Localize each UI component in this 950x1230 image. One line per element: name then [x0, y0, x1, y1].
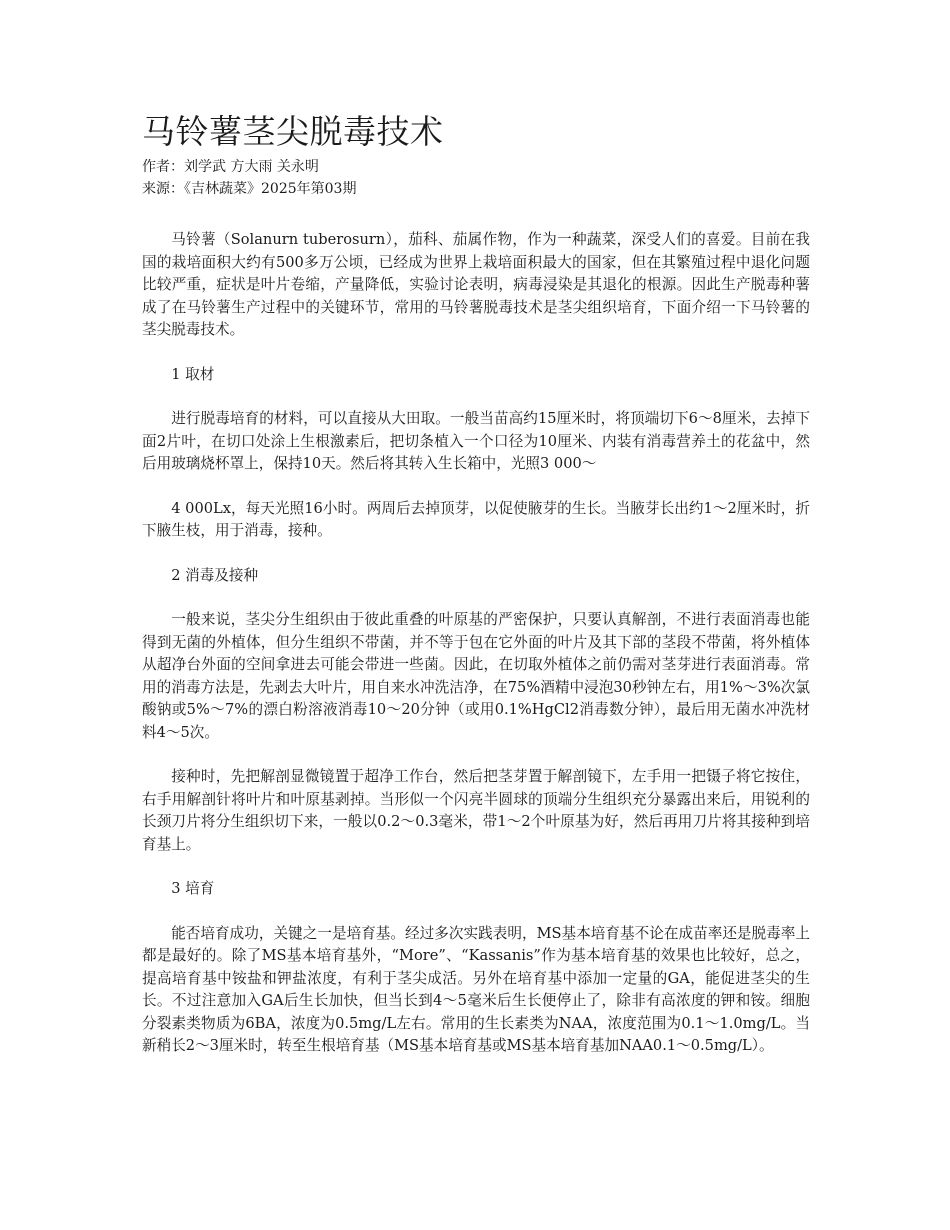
section-heading-2: 2 消毒及接种 [171, 566, 259, 584]
section-2-paragraph-2: 接种时，先把解剖显微镜置于超净工作台，然后把茎芽置于解剖镜下，左手用一把镊子将它按住，右手用解剖针将叶片和叶原基剥掉。当形似一个闪亮半圆球的顶端分生组织充分暴露出来后，用锐利的长颈刀片将分生组织切下来，一般以0.2～0.3毫米，带1～2个叶原基为好，然后再用刀片将其接种到培育基上。 [142, 768, 810, 853]
section-heading-3: 3 培育 [171, 880, 215, 897]
article-page [142, 110, 810, 1058]
section-1-paragraph-2: 4 000Lx，每天光照16小时。两周后去掉顶芽，以促使腋芽的生长。当腋芽长出约1～2厘米时，折下腋生枝，用于消毒，接种。 [142, 499, 810, 539]
source-label: 来源： [142, 181, 184, 197]
section-3-paragraph-1: 能否培育成功，关键之一是培育基。经过多次实践表明，MS基本培育基不论在成苗率还是脱毒率上都是最好的。除了MS基本培育基外，“More”、“Kassanis”作为基本培育基的效果也比较好，总之，提高培育基中铵盐和钾盐浓度，有利于茎尖成活。另外在培育基中添加一定量的GA，能促进茎尖的生长。不过注意加入GA后生长加快，但当长到4～5毫米后生长便停止了，除非有高浓度的钾和铵。细胞分裂素类物质为6BA，浓度为0.5mg/L左右。常用的生长素类为NAA，浓度范围为0.1～1.0mg/L。当新稍长2～3厘米时，转至生根培育基（MS基本培育基或MS基本培育基加NAA0.1～0.5mg/L）。 [142, 924, 810, 1054]
author-names: 刘学武 方大雨 关永明 [184, 159, 319, 175]
section-1-paragraph-1: 进行脱毒培育的材料，可以直接从大田取。一般当苗高约15厘米时，将顶端切下6～8厘米，去掉下面2片叶，在切口处涂上生根激素后，把切条植入一个口径为10厘米、内装有消毒营养土的花盆中，然后用玻璃烧杯罩上，保持10天。然后将其转入生长箱中，光照3 000～ [142, 410, 810, 472]
section-heading-1: 1 取材 [171, 365, 215, 383]
section-2-paragraph-1: 一般来说，茎尖分生组织由于彼此重叠的叶原基的严密保护，只要认真解剖，不进行表面消毒也能得到无菌的外植体，但分生组织不带菌，并不等于包在它外面的叶片及其下部的茎段不带菌，将外植体从超净台外面的空间拿进去可能会带进一些菌。因此，在切取外植体之前仍需对茎芽进行表面消毒。常用的消毒方法是，先剥去大叶片，用自来水冲洗洁净，在75%酒精中浸泡30秒钟左右，用1%～3%次氯酸钠或5%～7%的漂白粉溶液消毒10～20分钟（或用0.1%HgCl2消毒数分钟），最后用无菌水冲洗材料4～5次。 [142, 611, 810, 741]
article-title: 马铃薯茎尖脱毒技术 [142, 112, 444, 151]
author-line [142, 156, 810, 178]
author-label: 作者： [142, 159, 184, 175]
article-meta [142, 156, 810, 200]
intro-paragraph: 马铃薯（Solanurn tuberosurn），茄科、茄属作物，作为一种蔬菜，深受人们的喜爱。目前在我国的栽培面积大约有500多万公顷，已经成为世界上栽培面积最大的国家，但在其繁殖过程中退化问题比较严重，症状是叶片卷缩，产量降低，实验讨论表明，病毒浸染是其退化的根源。因此生产脱毒种薯成了在马铃薯生产过程中的关键环节，常用的马铃薯脱毒技术是茎尖组织培育，下面介绍一下马铃薯的茎尖脱毒技术。 [142, 231, 810, 338]
source-line [142, 178, 810, 200]
source-value: 《吉林蔬菜》2025年第03期 [184, 181, 357, 197]
